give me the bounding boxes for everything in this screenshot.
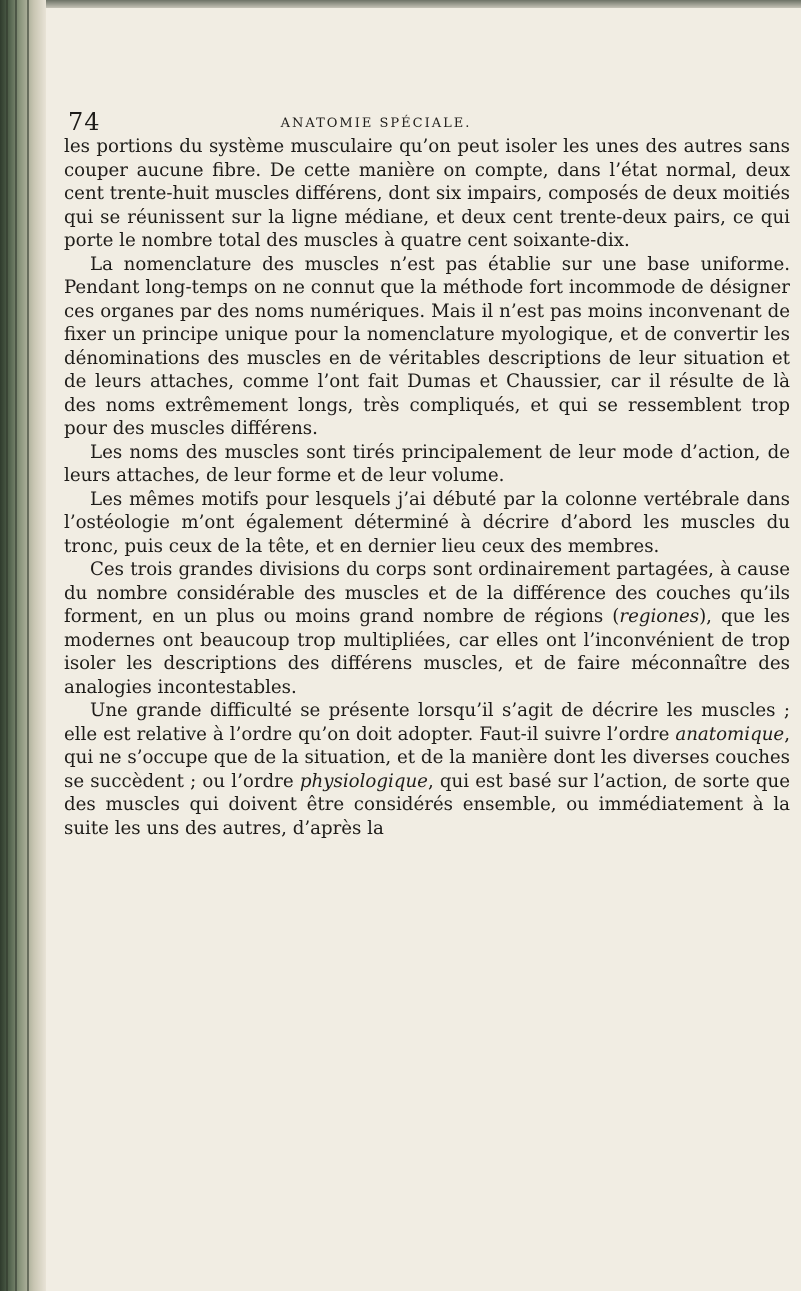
- paragraph: [64, 699, 790, 840]
- text-run: , qui ne s’occupe que de la situation, et de la manière dont les diverses couches se succèdent ; ou l’ordre: [64, 723, 790, 792]
- binding-line: [27, 0, 29, 1291]
- binding-line: [6, 0, 8, 1291]
- italic-term: regiones: [619, 606, 700, 627]
- binding-line: [15, 0, 17, 1291]
- body-text: [64, 135, 790, 840]
- paragraph: Les noms des muscles sont tirés principalement de leur mode d’action, de leurs attaches, de leur forme et de leur volume.: [64, 441, 790, 486]
- paragraph: les portions du système musculaire qu’on peut isoler les unes des autres sans couper aucune fibre. De cette manière on compte, dans l’état normal, deux cent trente-huit muscles différens, dont six impairs, composés de deux moitiés qui se réunissent sur la ligne médiane, et deux cent trente-deux pairs, ce qui porte le nombre total des muscles à quatre cent soixante-dix.: [64, 136, 790, 251]
- paragraph: La nomenclature des muscles n’est pas établie sur une base uniforme. Pendant long-temps on ne connut que la méthode fort incommode de désigner ces organes par des noms numériques. Mais il n’est pas moins inconvenant de fixer un principe unique pour la nomenclature myologique, et de convertir les dénominations des muscles en de véritables descriptions de leur situation et de leurs attaches, comme l’ont fait Dumas et Chaussier, car il résulte de là des noms extrêmement longs, très compliqués, et qui se ressemblent trop pour des muscles différens.: [64, 253, 790, 439]
- paragraph: Les mêmes motifs pour lesquels j’ai débuté par la colonne vertébrale dans l’ostéologie m’ont également déterminé à décrire d’abord les muscles du tronc, puis ceux de la tête, et en dernier lieu ceux des membres.: [64, 488, 790, 557]
- paragraph: [64, 558, 790, 699]
- page-top-edge: [46, 0, 801, 8]
- italic-term: anatomique: [675, 723, 785, 745]
- book-binding-edge: [0, 0, 46, 1291]
- italic-term: physiologique: [299, 770, 428, 792]
- book-page: [46, 8, 801, 1291]
- text-run: ), que les modernes ont beaucoup trop multipliées, car elles ont l’inconvénient de trop isoler les descriptions des différens muscles, et de faire méconnaître des analogies incontestables.: [64, 606, 790, 698]
- page-number: 74: [68, 108, 101, 136]
- text-run: Une grande difficulté se présente lorsqu’il s’agit de décrire les muscles ; elle est relative à l’ordre qu’on doit adopter. Faut-il suivre l’ordre: [64, 700, 790, 745]
- running-head: ANATOMIE SPÉCIALE.: [280, 116, 472, 131]
- text-run: , qui est basé sur l’action, de sorte que des muscles qui doivent être considérés ensemble, ou immédiatement à la suite les uns des autres, d’après la: [64, 770, 790, 839]
- text-run: Ces trois grandes divisions du corps sont ordinairement partagées, à cause du nombre considérable des muscles et de la différence des couches qu’ils forment, en un plus ou moins grand nombre de régions (: [64, 559, 790, 627]
